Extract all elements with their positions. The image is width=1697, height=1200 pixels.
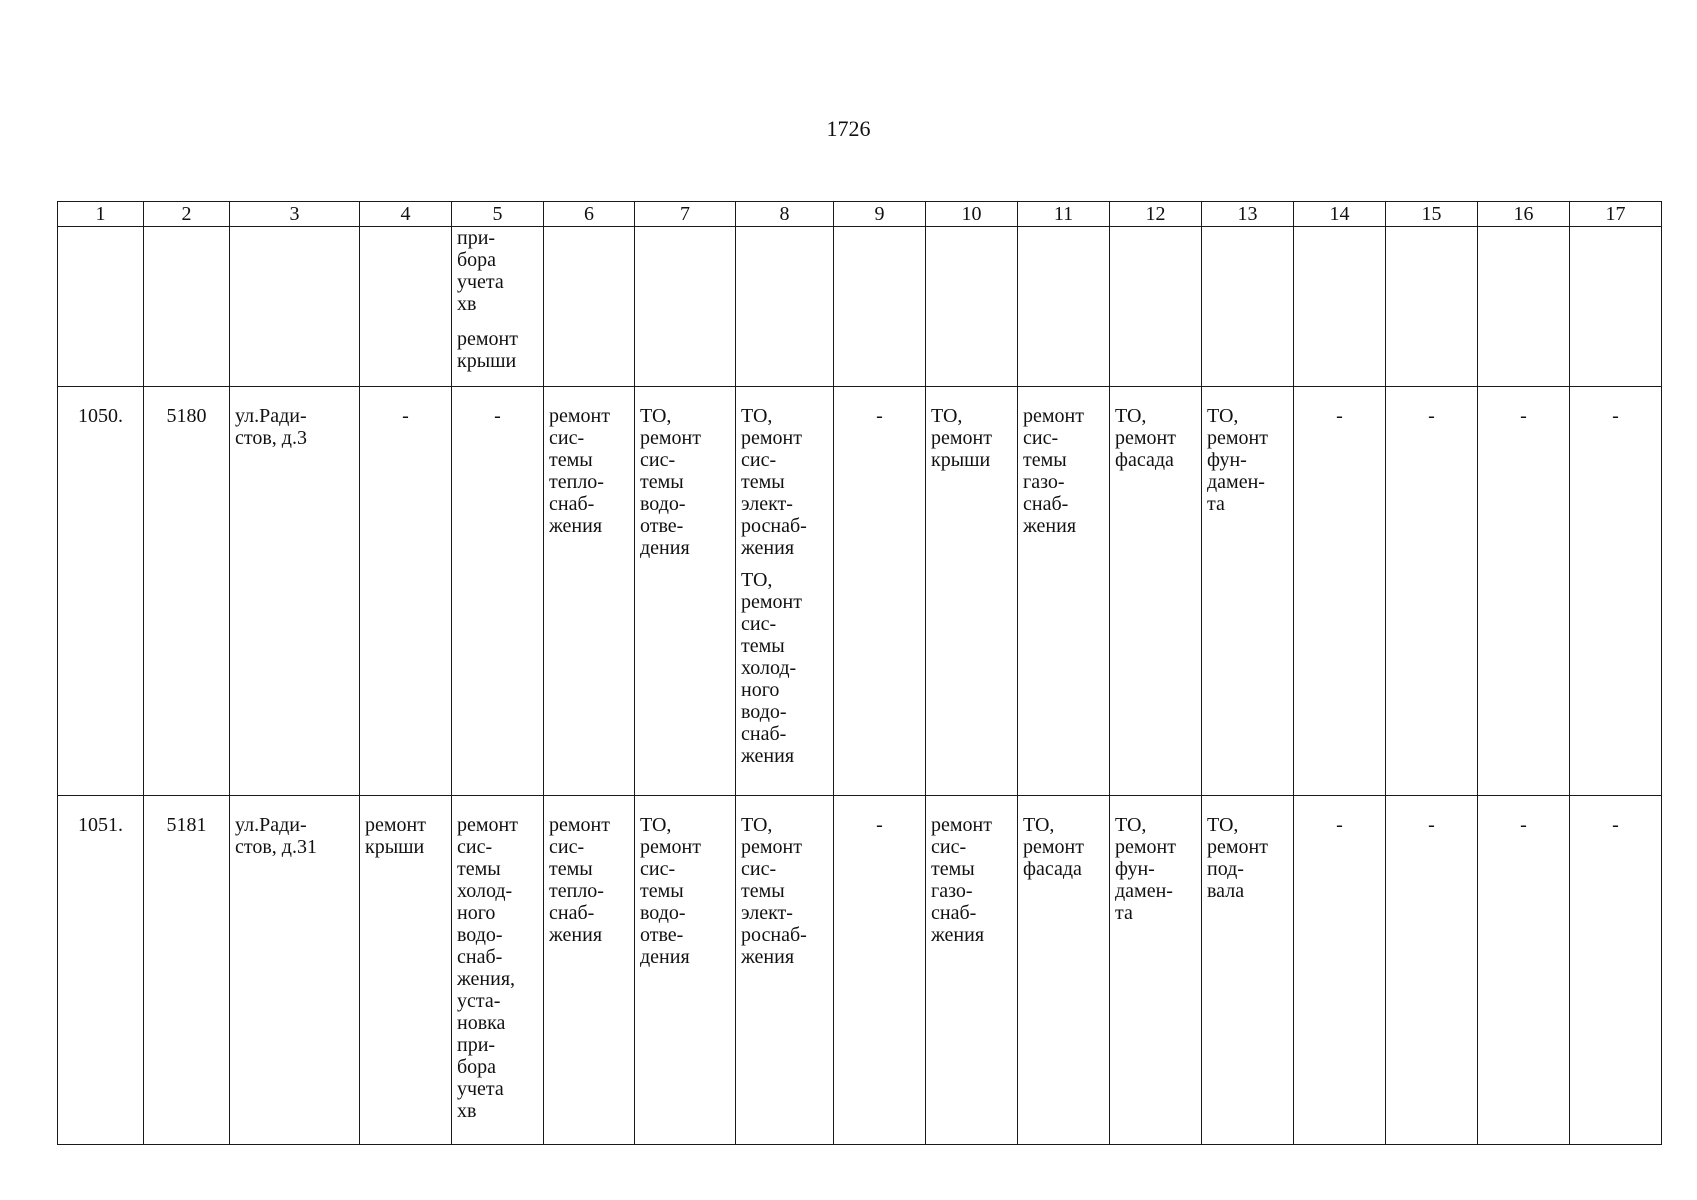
table-cell bbox=[544, 387, 635, 796]
column-header: 1 bbox=[58, 202, 144, 227]
table-row bbox=[58, 796, 1662, 1145]
table-cell bbox=[1018, 387, 1110, 796]
document-table bbox=[57, 201, 1662, 1145]
table-cell bbox=[58, 227, 144, 387]
table-cell bbox=[360, 387, 452, 796]
column-header: 15 bbox=[1386, 202, 1478, 227]
table-cell bbox=[544, 796, 635, 1145]
cell-entry: ТО, ремонт сис- темы элект- роснаб- жения bbox=[741, 405, 807, 559]
cell-entry: ТО, ремонт сис- темы элект- роснаб- жения bbox=[741, 814, 807, 968]
row-address bbox=[230, 796, 360, 1145]
table-cell bbox=[635, 227, 736, 387]
column-header: 11 bbox=[1018, 202, 1110, 227]
column-header: 8 bbox=[736, 202, 834, 227]
table-cell bbox=[736, 796, 834, 1145]
column-header: 12 bbox=[1110, 202, 1202, 227]
page-number: 1726 bbox=[826, 116, 871, 141]
table-cell bbox=[926, 796, 1018, 1145]
table-cell bbox=[1294, 227, 1386, 387]
cell-entry: - bbox=[1612, 814, 1619, 836]
table-cell bbox=[1386, 227, 1478, 387]
row-code: 5180 bbox=[144, 387, 230, 796]
table-cell bbox=[926, 227, 1018, 387]
cell-entry: ремонт сис- темы газо- снаб- жения bbox=[1023, 405, 1084, 537]
table-cell bbox=[635, 796, 736, 1145]
cell-entry: ТО, ремонт фун- дамен- та bbox=[1207, 405, 1268, 515]
cell-entry: ТО, ремонт крыши bbox=[931, 405, 992, 471]
column-header: 4 bbox=[360, 202, 452, 227]
column-header: 14 bbox=[1294, 202, 1386, 227]
cell-entry: ТО, ремонт под- вала bbox=[1207, 814, 1268, 902]
table-cell bbox=[1018, 796, 1110, 1145]
table-cell bbox=[1110, 227, 1202, 387]
table-cell bbox=[360, 796, 452, 1145]
table-cell bbox=[1018, 227, 1110, 387]
table-cell bbox=[452, 796, 544, 1145]
cell-entry: - bbox=[1428, 405, 1435, 427]
cell-entry: ТО, ремонт сис- темы холод- ного водо- снаб- жения bbox=[741, 569, 802, 767]
address-text: ул.Ради- стов, д.3 bbox=[235, 405, 307, 449]
table-cell bbox=[360, 227, 452, 387]
table-cell bbox=[144, 227, 230, 387]
cell-entry: - bbox=[1428, 814, 1435, 836]
column-header: 7 bbox=[635, 202, 736, 227]
table-cell bbox=[1570, 227, 1662, 387]
cell-entry: ТО, ремонт сис- темы водо- отве- дения bbox=[640, 405, 701, 559]
table-cell bbox=[452, 227, 544, 387]
column-header: 6 bbox=[544, 202, 635, 227]
column-header: 17 bbox=[1570, 202, 1662, 227]
table-cell bbox=[834, 796, 926, 1145]
table-cell bbox=[635, 387, 736, 796]
cell-entry: - bbox=[494, 405, 501, 427]
table-cell bbox=[1202, 227, 1294, 387]
row-number: 1051. bbox=[58, 796, 144, 1145]
cell-entry: ремонт крыши bbox=[365, 814, 426, 858]
table-cell bbox=[1202, 796, 1294, 1145]
table-body bbox=[58, 202, 1662, 1145]
column-header-row bbox=[58, 202, 1662, 227]
cell-entry: - bbox=[1336, 405, 1343, 427]
cell-entry: ТО, ремонт фасада bbox=[1023, 814, 1084, 880]
table-cell bbox=[544, 227, 635, 387]
cell-entry: - bbox=[1336, 814, 1343, 836]
cell-entry: ремонт сис- темы газо- снаб- жения bbox=[931, 814, 992, 946]
cell-entry: - bbox=[1520, 405, 1527, 427]
column-header: 13 bbox=[1202, 202, 1294, 227]
column-header: 2 bbox=[144, 202, 230, 227]
table-cell bbox=[1386, 796, 1478, 1145]
table-cell bbox=[834, 227, 926, 387]
column-header: 9 bbox=[834, 202, 926, 227]
cell-entry: - bbox=[1520, 814, 1527, 836]
cell-entry: ремонт сис- темы холод- ного водо- снаб- жения, уста- новка при- бора учета хв bbox=[457, 814, 518, 1122]
table-cell bbox=[1570, 796, 1662, 1145]
table-cell bbox=[736, 227, 834, 387]
table-cell bbox=[1386, 387, 1478, 796]
table-row bbox=[58, 387, 1662, 796]
table-cell bbox=[736, 387, 834, 796]
table-cell bbox=[230, 227, 360, 387]
continuation-row bbox=[58, 227, 1662, 387]
cell-entry: ремонт сис- темы тепло- снаб- жения bbox=[549, 405, 610, 537]
cell-entry: - bbox=[402, 405, 409, 427]
table-cell bbox=[1478, 387, 1570, 796]
column-header: 5 bbox=[452, 202, 544, 227]
table-cell bbox=[1202, 387, 1294, 796]
cell-entry: - bbox=[876, 814, 883, 836]
column-header: 16 bbox=[1478, 202, 1570, 227]
table-cell bbox=[926, 387, 1018, 796]
table-cell bbox=[1294, 796, 1386, 1145]
cell-entry: ТО, ремонт фун- дамен- та bbox=[1115, 814, 1176, 924]
table-cell bbox=[1478, 796, 1570, 1145]
cell-entry: - bbox=[1612, 405, 1619, 427]
cell-entry: ТО, ремонт фасада bbox=[1115, 405, 1176, 471]
cell-entry: ремонт сис- темы тепло- снаб- жения bbox=[549, 814, 610, 946]
column-header: 10 bbox=[926, 202, 1018, 227]
row-number: 1050. bbox=[58, 387, 144, 796]
table-cell bbox=[452, 387, 544, 796]
row-code: 5181 bbox=[144, 796, 230, 1145]
cell-entry: ремонт крыши bbox=[457, 328, 518, 372]
cell-entry: при- бора учета хв bbox=[457, 227, 504, 315]
address-text: ул.Ради- стов, д.31 bbox=[235, 814, 317, 858]
row-address bbox=[230, 387, 360, 796]
cell-entry: ТО, ремонт сис- темы водо- отве- дения bbox=[640, 814, 701, 968]
table-cell bbox=[1110, 796, 1202, 1145]
column-header: 3 bbox=[230, 202, 360, 227]
table-cell bbox=[1294, 387, 1386, 796]
cell-entry: - bbox=[876, 405, 883, 427]
table-cell bbox=[834, 387, 926, 796]
table-cell bbox=[1478, 227, 1570, 387]
table-cell bbox=[1110, 387, 1202, 796]
table-cell bbox=[1570, 387, 1662, 796]
